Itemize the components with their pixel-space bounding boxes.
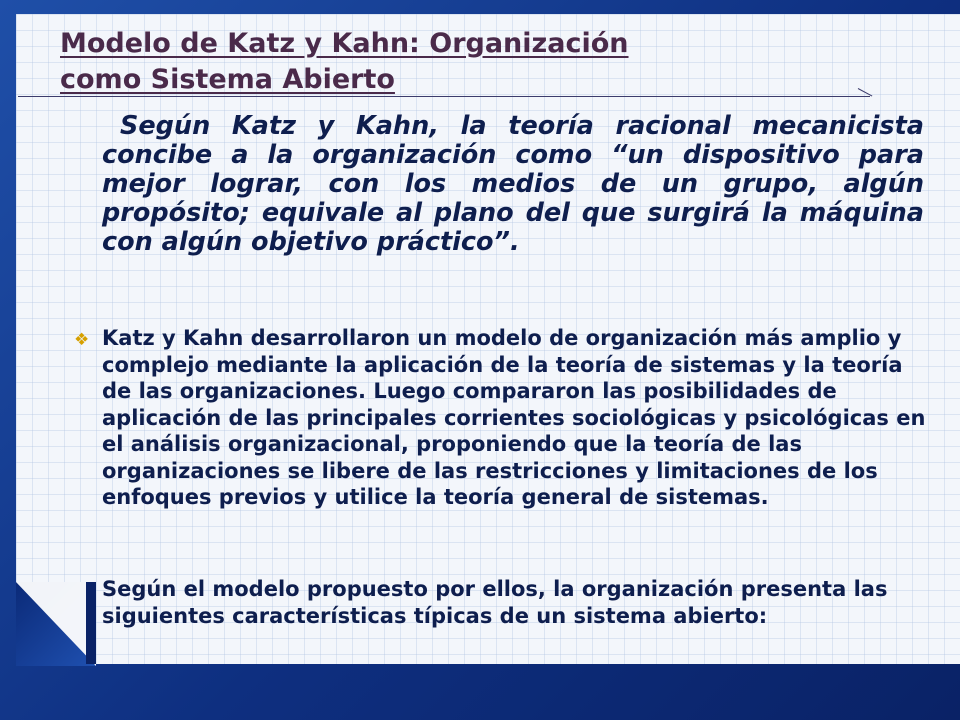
diamond-bullet-icon: ❖ <box>74 330 90 350</box>
slide-title <box>60 26 629 98</box>
title-divider <box>18 96 870 97</box>
quote-paragraph: Según Katz y Kahn, la teoría racional mecanicista concibe a la organización como “un dispositivo para mejor lograr, con los medios de un grupo, algún propósito; equivale al plano del que surgirá la máquina con algún objetivo práctico”. <box>102 111 924 257</box>
bullet-paragraph: Katz y Kahn desarrollaron un modelo de organización más amplio y complejo mediante la aplicación de la teoría de sistemas y la teoría de las organizaciones. Luego compararon las posibilidades de aplicación de las principales corrientes sociológicas y psicológicas en el análisis organizacional, proponiendo que la teoría de las organizaciones se libere de las restricciones y limitaciones de los enfoques previos y utilice la teoría general de sistemas. <box>102 326 926 509</box>
slide-title-line-1: Modelo de Katz y Kahn: Organización <box>60 28 629 59</box>
slide-title-line-2: como Sistema Abierto <box>60 64 395 95</box>
closing-paragraph: Según el modelo propuesto por ellos, la organización presenta las siguientes características típicas de un sistema abierto: <box>102 577 888 628</box>
bullet-item <box>66 325 928 511</box>
page-corner-edge <box>86 582 96 664</box>
